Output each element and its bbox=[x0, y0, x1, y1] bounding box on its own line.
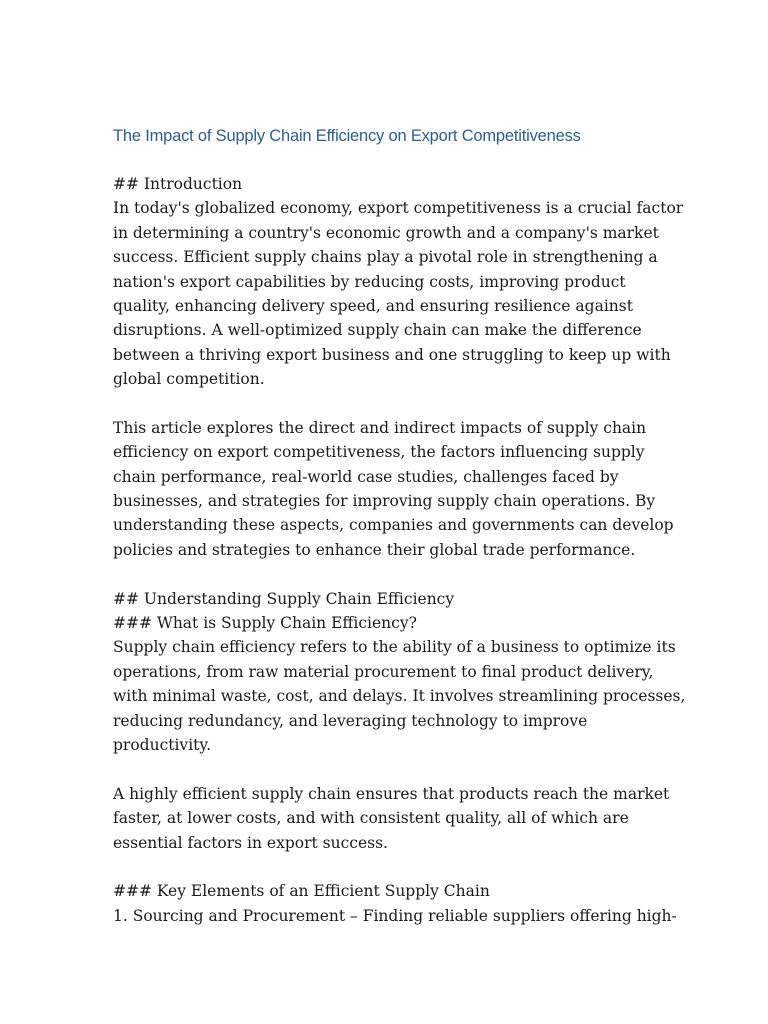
text-line: disruptions. A well-optimized supply chain can make the difference bbox=[113, 321, 642, 340]
text-line: businesses, and strategies for improving supply chain operations. By bbox=[113, 492, 656, 511]
document-page bbox=[113, 124, 686, 928]
text-line: Supply chain efficiency refers to the ability of a business to optimize its bbox=[113, 638, 676, 657]
text-line: faster, at lower costs, and with consistent quality, all of which are bbox=[113, 809, 629, 828]
text-line: policies and strategies to enhance their global trade performance. bbox=[113, 540, 636, 559]
text-line: ## Introduction bbox=[113, 175, 243, 193]
text-line: chain performance, real-world case studies, challenges faced by bbox=[113, 467, 619, 486]
text-line: quality, enhancing delivery speed, and ensuring resilience against bbox=[113, 296, 633, 315]
text-line: success. Efficient supply chains play a pivotal role in strengthening a bbox=[113, 248, 658, 267]
text-line: ### Key Elements of an Efficient Supply Chain bbox=[113, 882, 490, 901]
text-line: In today's globalized economy, export competitiveness is a crucial factor bbox=[113, 199, 684, 218]
text-line: understanding these aspects, companies and governments can develop bbox=[113, 516, 674, 535]
text-line: with minimal waste, cost, and delays. It involves streamlining processes, bbox=[113, 687, 686, 706]
text-line: efficiency on export competitiveness, the factors influencing supply bbox=[113, 443, 645, 462]
blank-line bbox=[113, 855, 673, 879]
text-line: in determining a country's economic growth and a company's market bbox=[113, 223, 659, 242]
text-line: global competition. bbox=[113, 370, 265, 389]
text-line: productivity. bbox=[113, 735, 212, 754]
text-line: reducing redundancy, and leveraging technology to improve bbox=[113, 711, 588, 730]
text-line: essential factors in export success. bbox=[113, 833, 388, 852]
text-line: This article explores the direct and indirect impacts of supply chain bbox=[113, 418, 647, 437]
blank-line bbox=[113, 392, 673, 416]
text-line: between a thriving export business and one struggling to keep up with bbox=[113, 345, 671, 364]
text-line: operations, from raw material procurement to final product delivery, bbox=[113, 662, 654, 681]
text-line: A highly efficient supply chain ensures that products reach the market bbox=[113, 784, 670, 803]
text-line: nation's export capabilities by reducing costs, improving product bbox=[113, 272, 626, 291]
blank-line bbox=[113, 757, 673, 781]
document-title: The Impact of Supply Chain Efficiency on Export Competitiveness bbox=[113, 127, 581, 145]
text-line: ## Understanding Supply Chain Efficiency bbox=[113, 589, 455, 608]
text-line: 1. Sourcing and Procurement – Finding reliable suppliers offering high- bbox=[113, 906, 677, 925]
blank-line bbox=[113, 562, 673, 586]
text-line: ### What is Supply Chain Efficiency? bbox=[113, 614, 417, 633]
document-body bbox=[113, 172, 686, 928]
